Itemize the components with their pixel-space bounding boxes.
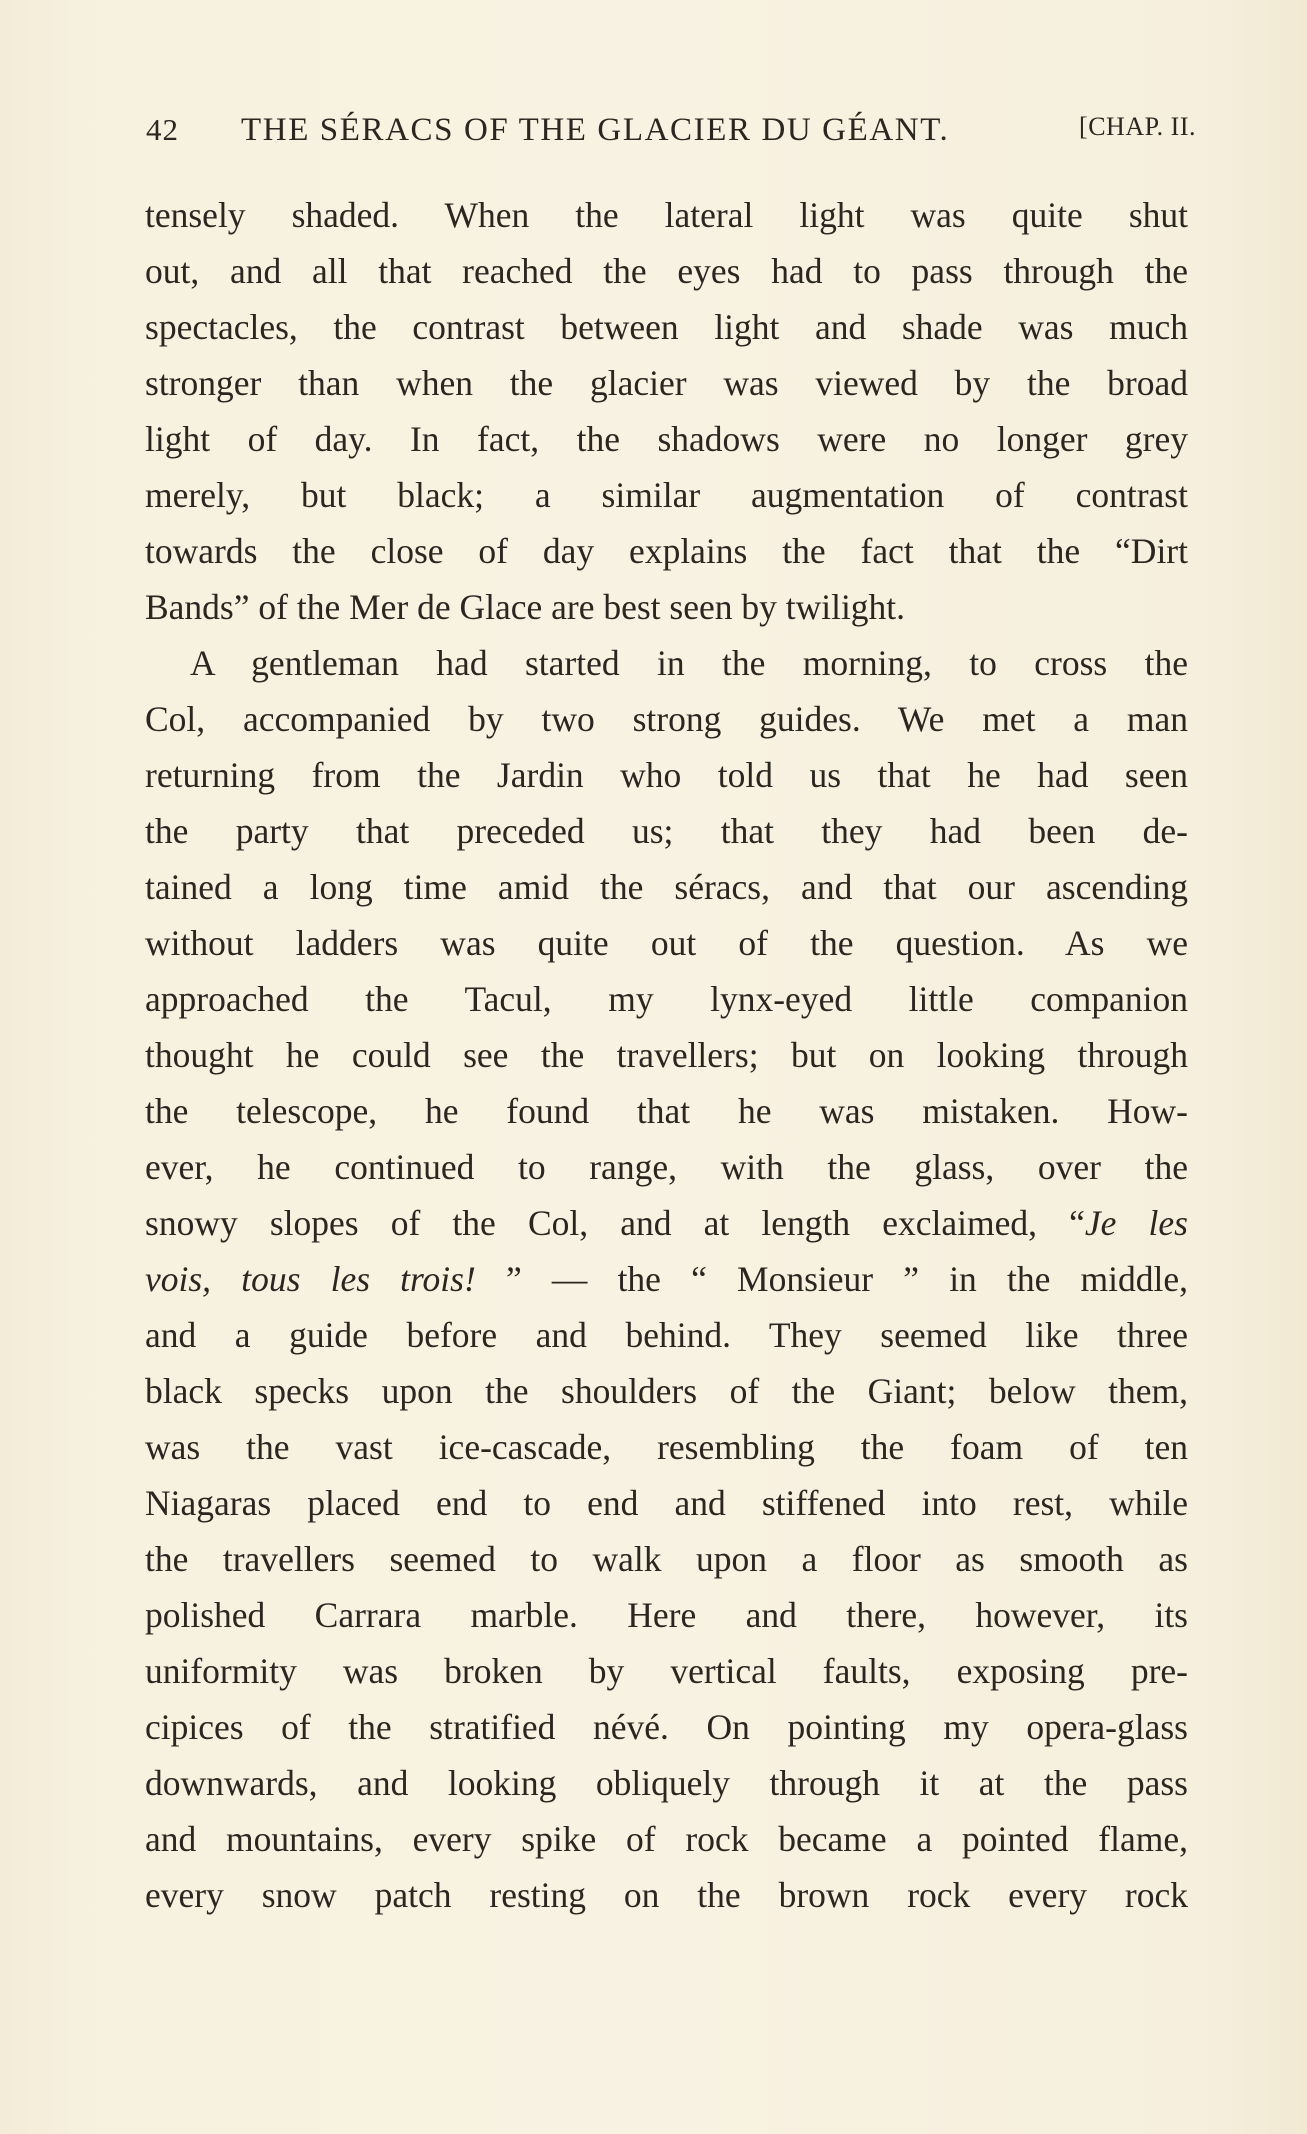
text-segment-italic: Je les xyxy=(1084,1203,1188,1243)
running-head xyxy=(146,112,1196,158)
text-line-mixed xyxy=(145,1251,1188,1307)
text-line: was the vast ice-cascade, resembling the foam of ten xyxy=(145,1427,1188,1467)
text-line: tained a long time amid the séracs, and that our ascending xyxy=(145,867,1188,907)
text-segment: snowy slopes of the Col, and at length exclaimed, “ xyxy=(145,1203,1085,1243)
text-line: tensely shaded. When the lateral light was quite shut xyxy=(145,195,1188,235)
text-line: towards the close of day explains the fact that the “Dirt xyxy=(145,531,1188,571)
text-line: the travellers seemed to walk upon a floor as smooth as xyxy=(145,1539,1188,1579)
text-line: polished Carrara marble. Here and there, however, its xyxy=(145,1595,1188,1635)
text-line: ever, he continued to range, with the glass, over the xyxy=(145,1147,1188,1187)
text-line: approached the Tacul, my lynx-eyed little companion xyxy=(145,979,1188,1019)
text-segment-italic: vois, tous les trois! xyxy=(145,1259,476,1299)
text-line: every snow patch resting on the brown rock every rock xyxy=(145,1875,1188,1915)
text-line: the party that preceded us; that they had been de- xyxy=(145,811,1188,851)
text-line: merely, but black; a similar augmentation of contrast xyxy=(145,475,1188,515)
text-line: Bands” of the Mer de Glace are best seen by twilight. xyxy=(145,587,906,627)
text-line: out, and all that reached the eyes had to pass through the xyxy=(145,251,1188,291)
page-number: 42 xyxy=(146,112,179,147)
text-line: black specks upon the shoulders of the Giant; below them, xyxy=(145,1371,1188,1411)
text-line: uniformity was broken by vertical faults, exposing pre- xyxy=(145,1651,1188,1691)
running-title: THE SÉRACS OF THE GLACIER DU GÉANT. xyxy=(241,112,950,148)
text-line: thought he could see the travellers; but on looking through xyxy=(145,1035,1188,1075)
text-line: and mountains, every spike of rock became a pointed flame, xyxy=(145,1819,1188,1859)
text-line: and a guide before and behind. They seemed like three xyxy=(145,1315,1188,1355)
text-line: without ladders was quite out of the question. As we xyxy=(145,923,1188,963)
text-line: Col, accompanied by two strong guides. We met a man xyxy=(145,699,1188,739)
text-line: the telescope, he found that he was mistaken. How- xyxy=(145,1091,1188,1131)
text-line: stronger than when the glacier was viewed by the broad xyxy=(145,363,1188,403)
chapter-marker: [CHAP. II. xyxy=(1079,112,1196,141)
text-line: downwards, and looking obliquely through it at the pass xyxy=(145,1763,1188,1803)
text-line: cipices of the stratified névé. On pointing my opera-glass xyxy=(145,1707,1188,1747)
body-text xyxy=(145,187,1188,1923)
text-line: light of day. In fact, the shadows were no longer grey xyxy=(145,419,1188,459)
text-line: Niagaras placed end to end and stiffened into rest, while xyxy=(145,1483,1188,1523)
text-line: returning from the Jardin who told us that he had seen xyxy=(145,755,1188,795)
text-line: A gentleman had started in the morning, to cross the xyxy=(190,643,1188,683)
text-line-mixed xyxy=(145,1195,1188,1251)
text-line: spectacles, the contrast between light and shade was much xyxy=(145,307,1188,347)
text-segment: ” — the “ Monsieur ” in the middle, xyxy=(505,1259,1188,1299)
